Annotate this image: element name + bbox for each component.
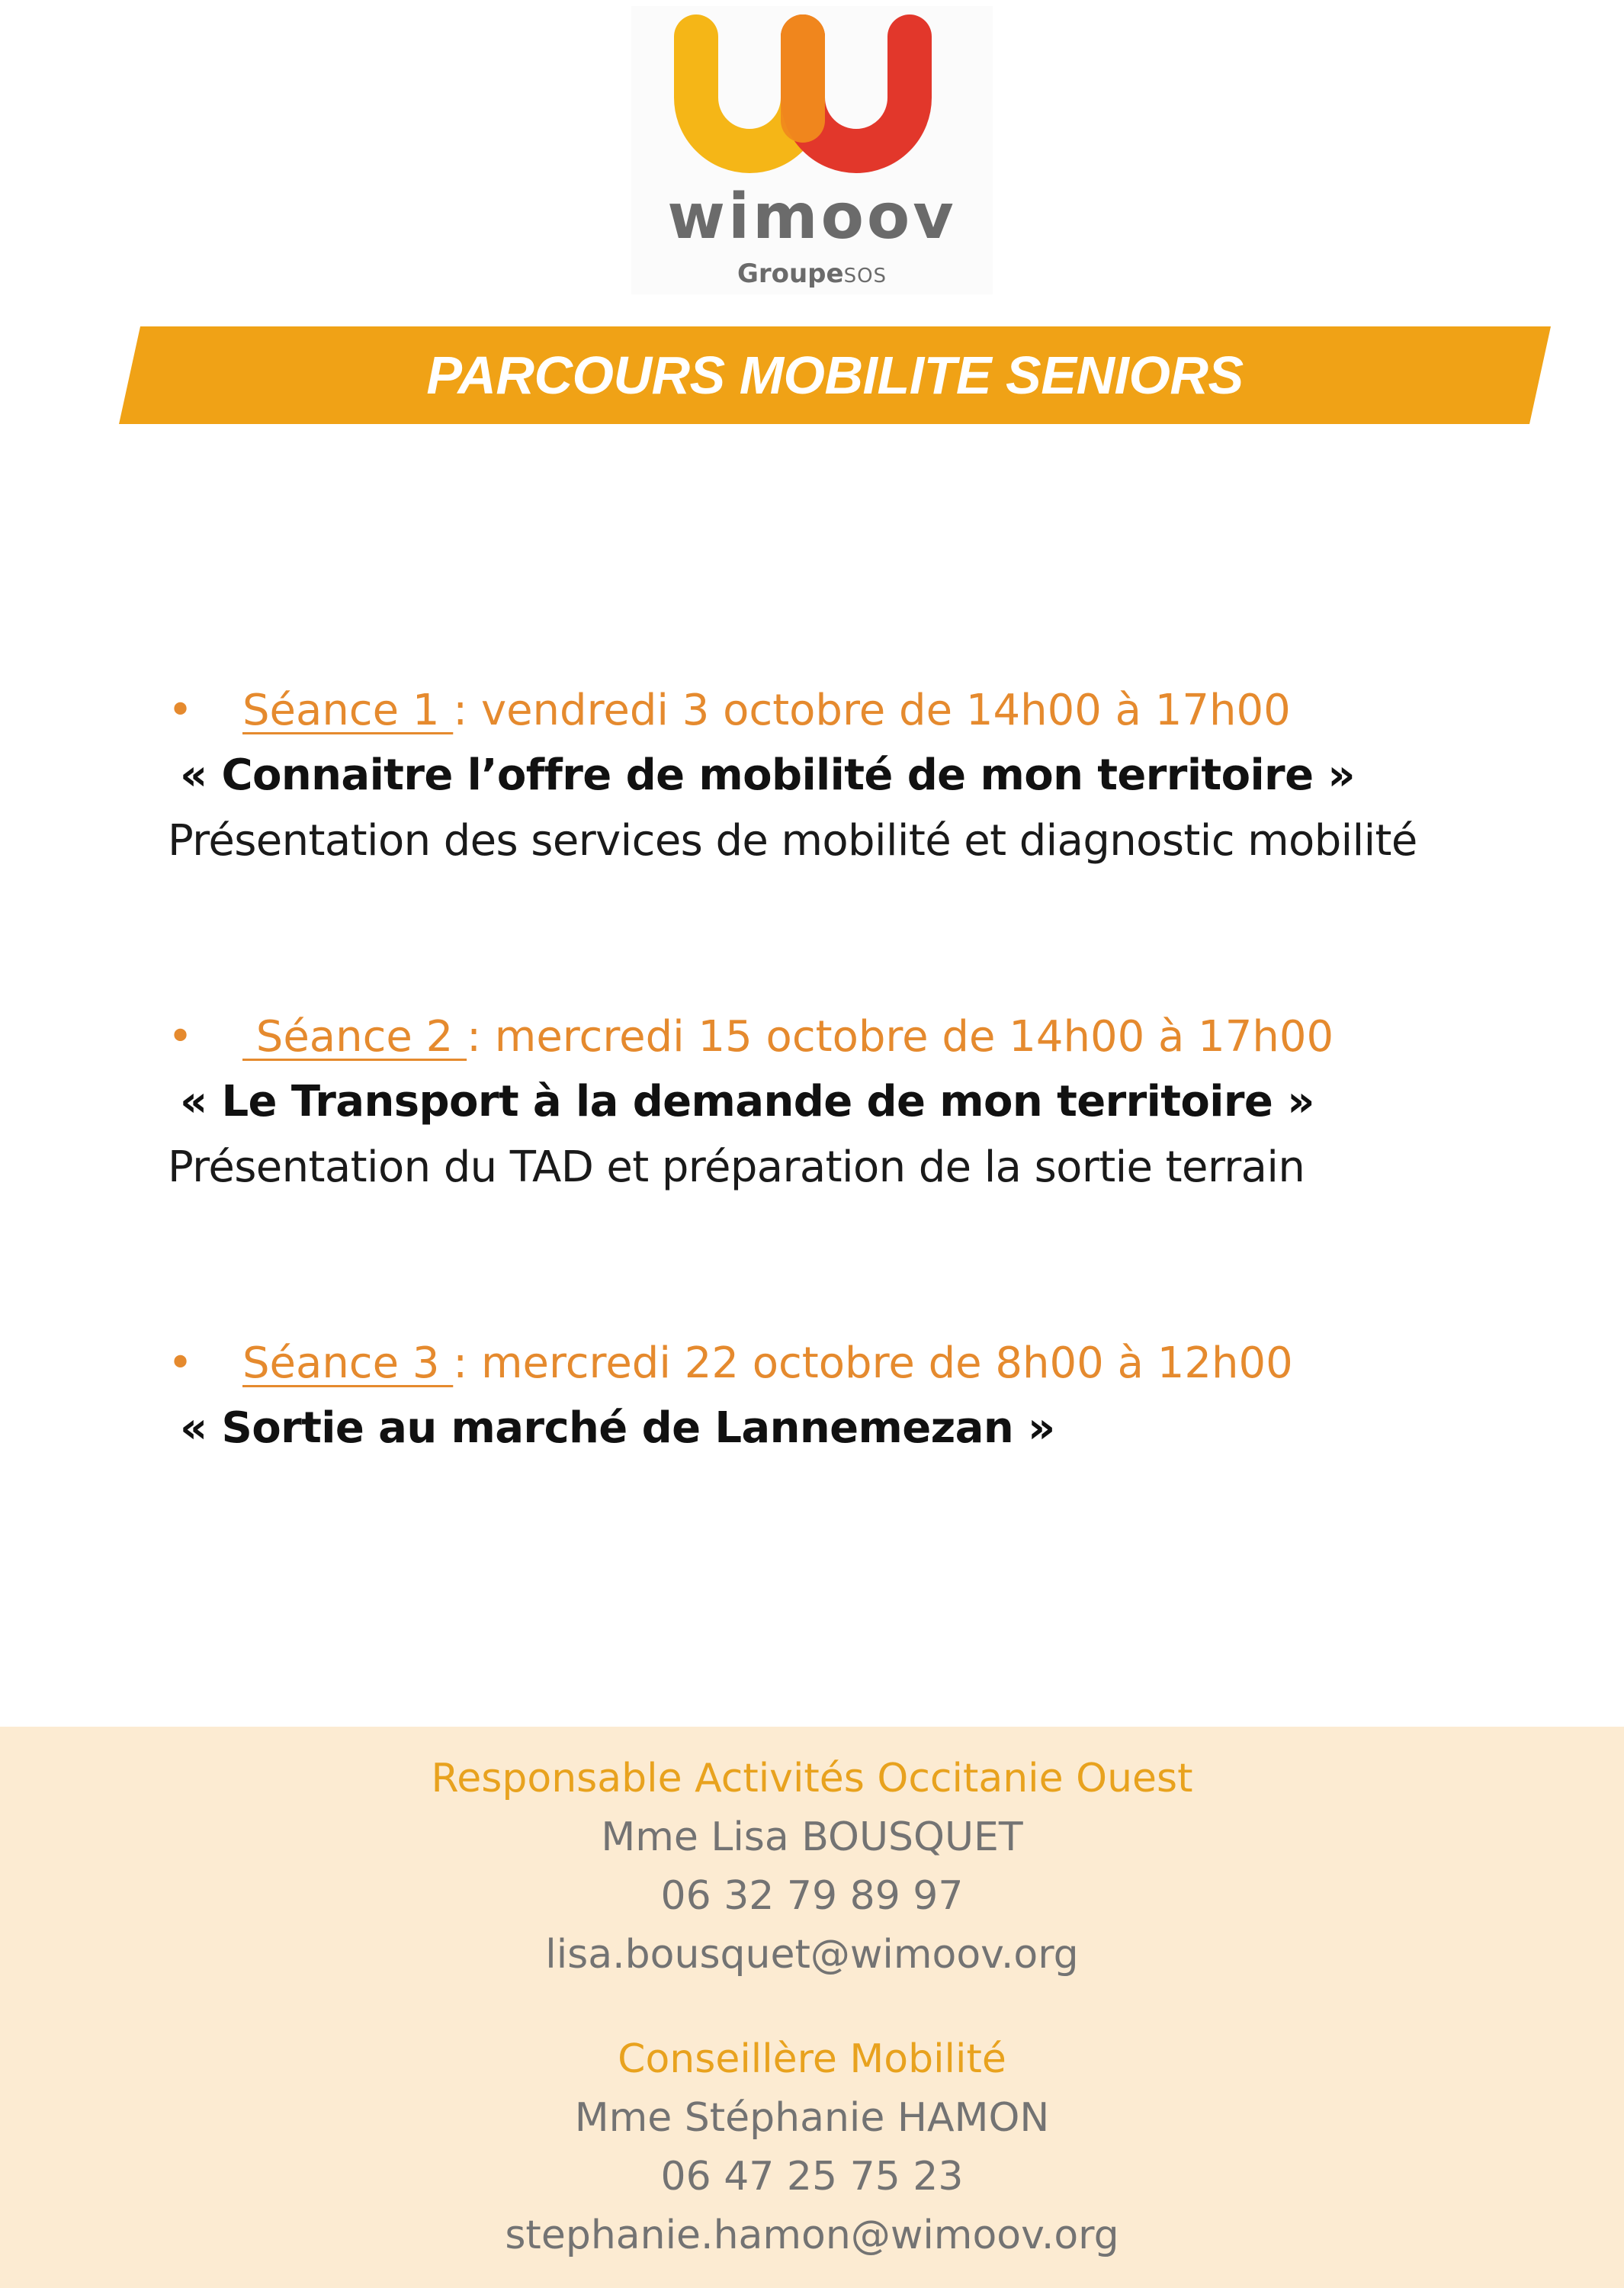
contact-2-role: Conseillère Mobilité xyxy=(618,2036,1006,2082)
session-2-description: Présentation du TAD et préparation de la sortie terrain xyxy=(168,1142,1305,1192)
contact-panel xyxy=(0,1727,1624,2288)
contact-2 xyxy=(0,2030,1624,2265)
session-3-heading xyxy=(168,1332,1293,1396)
page-title: PARCOURS MOBILITE SENIORS xyxy=(426,345,1244,405)
contact-1-email: lisa.bousquet@wimoov.org xyxy=(545,1932,1079,1978)
contact-2-email: stephanie.hamon@wimoov.org xyxy=(505,2212,1119,2258)
contact-1-name: Mme Lisa BOUSQUET xyxy=(601,1814,1023,1860)
session-1 xyxy=(168,679,1417,874)
session-1-schedule: : vendredi 3 octobre de 14h00 à 17h00 xyxy=(453,686,1291,735)
bullet-icon: • xyxy=(168,1338,194,1388)
contact-1-role: Responsable Activités Occitanie Ouest xyxy=(431,1756,1193,1801)
logo-wordmark: wimoov xyxy=(667,181,957,253)
session-2-label: Séance 2 xyxy=(242,1012,467,1062)
wimoov-mark-icon xyxy=(631,6,993,182)
contact-2-name: Mme Stéphanie HAMON xyxy=(574,2095,1050,2141)
session-2-schedule: : mercredi 15 octobre de 14h00 à 17h00 xyxy=(467,1012,1334,1062)
title-banner xyxy=(119,326,1551,424)
contact-1-phone: 06 32 79 89 97 xyxy=(660,1873,964,1919)
wimoov-logo xyxy=(631,6,993,294)
bullet-icon: • xyxy=(168,686,194,735)
session-3-label: Séance 3 xyxy=(242,1338,454,1388)
contact-2-phone: 06 47 25 75 23 xyxy=(660,2154,964,2200)
session-1-title: « Connaitre l’offre de mobilité de mon territoire » xyxy=(180,750,1355,800)
session-1-heading xyxy=(168,679,1417,743)
contact-1 xyxy=(0,1750,1624,1984)
session-2-heading xyxy=(168,1005,1334,1069)
session-1-description: Présentation des services de mobilité et diagnostic mobilité xyxy=(168,816,1417,866)
session-2-title: « Le Transport à la demande de mon territoire » xyxy=(180,1077,1314,1126)
logo-group-suffix: SOS xyxy=(843,265,887,288)
logo-group-prefix: Groupe xyxy=(737,259,844,289)
session-3-title: « Sortie au marché de Lannemezan » xyxy=(180,1403,1055,1453)
session-3 xyxy=(168,1332,1293,1461)
bullet-icon: • xyxy=(168,1012,194,1062)
logo-group-sos xyxy=(631,261,993,287)
session-3-schedule: : mercredi 22 octobre de 8h00 à 12h00 xyxy=(453,1338,1293,1388)
session-2 xyxy=(168,1005,1334,1200)
session-1-label: Séance 1 xyxy=(242,686,454,735)
